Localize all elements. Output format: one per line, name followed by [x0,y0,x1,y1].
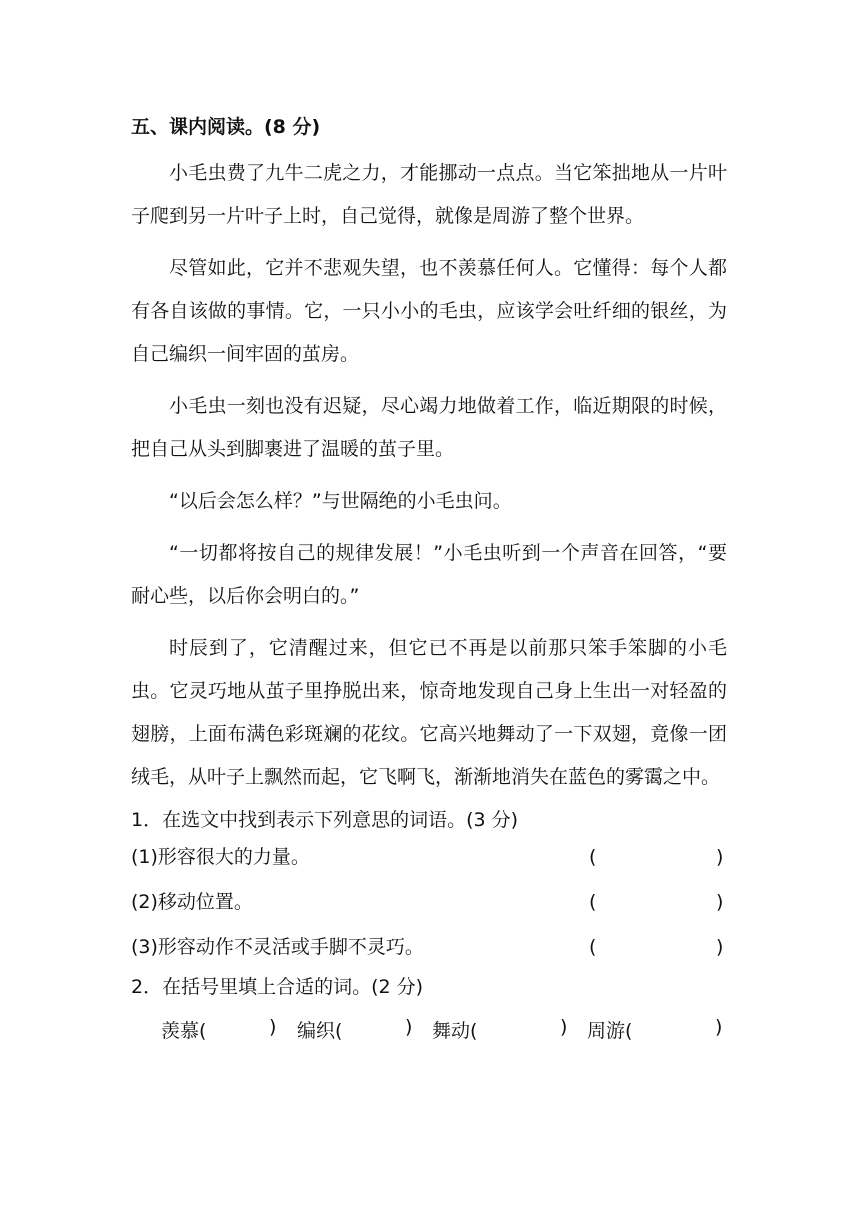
passage-paragraph: “以后会怎么样？”与世隔绝的小毛虫问。 [169,490,512,512]
question-1-item-text: (2)移动位置。 [131,891,253,913]
fill-blank [587,1016,723,1043]
fill-blank [161,1016,277,1043]
answer-close-paren: ) [716,846,724,868]
fill-blank-close-paren: ) [560,1016,568,1038]
question-1-item [131,925,727,970]
fill-blank-word: 羡慕( [161,1020,207,1042]
passage-paragraph: 小毛虫费了九牛二虎之力，才能挪动一点点。当它笨拙地从一片叶子爬到另一片叶子上时，自己觉得，就像是周游了整个世界。 [131,162,727,227]
fill-blank [432,1016,568,1043]
question-2-title: 2．在括号里填上合适的词。(2 分) [131,976,424,998]
passage-paragraph: 尽管如此，它并不悲观失望，也不羡慕任何人。它懂得：每个人都有各自该做的事情。它，一只小小的毛虫，应该学会吐纤细的银丝，为自己编织一间牢固的茧房。 [131,257,727,365]
section-title: 五、课内阅读。(8 分) [131,116,321,138]
question-1-item-text: (1)形容很大的力量。 [131,846,310,868]
question-1-item [131,835,727,880]
question-1-item [131,880,727,925]
answer-close-paren: ) [716,891,724,913]
passage-paragraph: “一切都将按自己的规律发展！”小毛虫听到一个声音在回答，“要耐心些，以后你会明白的。” [131,542,727,607]
fill-blank-close-paren: ) [715,1016,723,1038]
passage-paragraph: 时辰到了，它清醒过来，但它已不再是以前那只笨手笨脚的小毛虫。它灵巧地从茧子里挣脱出来，惊奇地发现自己身上生出一对轻盈的翅膀，上面布满色彩斑斓的花纹。它高兴地舞动了一下双翅，竟像一团绒毛，从叶子上飘然而起，它飞啊飞，渐渐地消失在蓝色的雾霭之中。 [131,637,727,788]
fill-blank-close-paren: ) [405,1016,413,1038]
question-2-blanks [131,1002,727,1048]
answer-open-paren: ( [589,891,597,913]
fill-blank-word: 编织( [297,1020,343,1042]
fill-blank [297,1016,413,1043]
answer-close-paren: ) [716,936,724,958]
fill-blank-word: 舞动( [432,1020,478,1042]
passage [131,152,727,799]
answer-open-paren: ( [589,936,597,958]
question-1-item-text: (3)形容动作不灵活或手脚不灵巧。 [131,936,424,958]
fill-blank-word: 周游( [587,1020,633,1042]
question-1-title: 1．在选文中找到表示下列意思的词语。(3 分) [131,809,519,831]
fill-blank-close-paren: ) [269,1016,277,1038]
passage-paragraph: 小毛虫一刻也没有迟疑，尽心竭力地做着工作，临近期限的时候，把自己从头到脚裹进了温暖的茧子里。 [131,395,727,460]
answer-open-paren: ( [589,846,597,868]
reading-section [131,113,727,1048]
